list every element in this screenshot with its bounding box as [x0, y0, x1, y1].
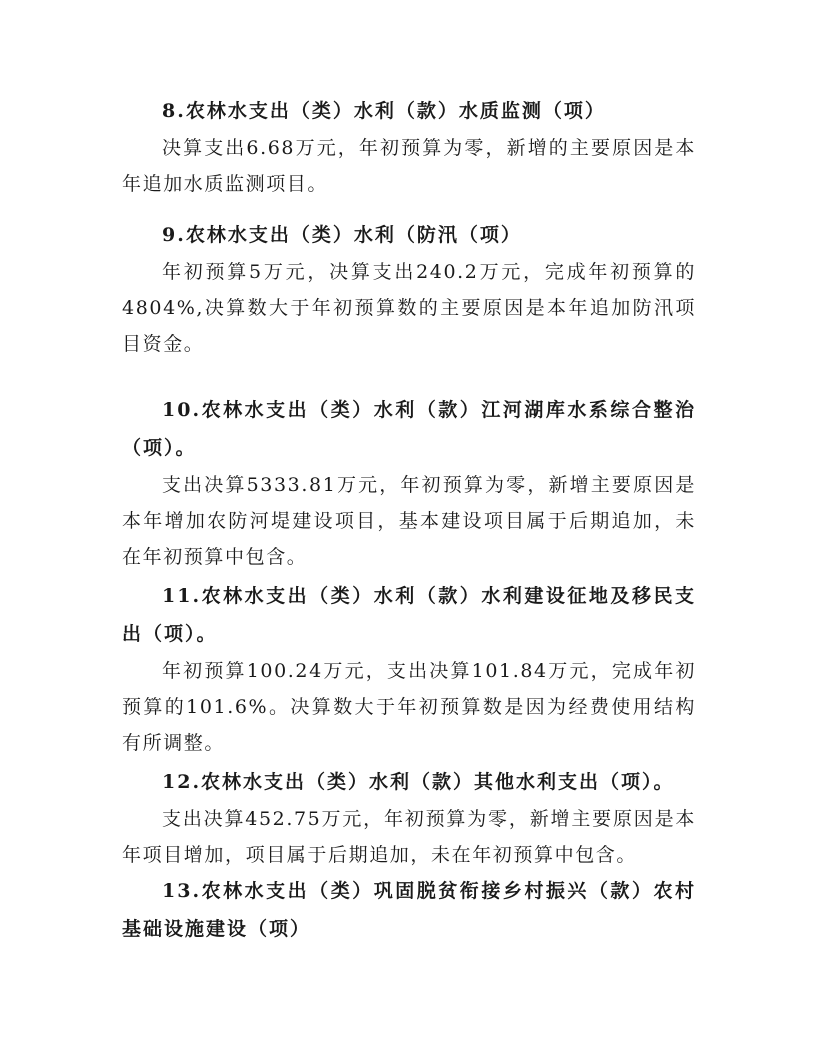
section-body: 支出决算452.75万元，年初预算为零，新增主要原因是本年项目增加，项目属于后期追加，未在年初预算中包含。 [122, 808, 696, 866]
section-11 [122, 577, 696, 761]
section-heading: 9.农林水支出（类）水利（防汛（项） [162, 224, 522, 246]
section-body: 决算支出6.68万元，年初预算为零，新增的主要原因是本年追加水质监测项目。 [122, 137, 696, 195]
section-heading: 13.农林水支出（类）巩固脱贫衔接乡村振兴（款）农村基础设施建设（项） [122, 880, 696, 940]
section-heading: 10.农林水支出（类）水利（款）江河湖库水系综合整治（项）。 [122, 399, 696, 459]
section-10 [122, 391, 696, 575]
section-heading: 8.农林水支出（类）水利（款）水质监测（项） [162, 100, 606, 122]
section-12 [122, 763, 696, 873]
section-body: 支出决算5333.81万元，年初预算为零，新增主要原因是本年增加农防河堤建设项目，基本建设项目属于后期追加，未在年初预算中包含。 [122, 474, 696, 568]
section-9 [122, 216, 696, 362]
section-8 [122, 92, 696, 202]
section-heading: 11.农林水支出（类）水利（款）水利建设征地及移民支出（项）。 [122, 585, 696, 645]
section-13 [122, 872, 696, 948]
section-body: 年初预算5万元，决算支出240.2万元，完成年初预算的4804%,决算数大于年初预算数的主要原因是本年追加防汛项目资金。 [122, 261, 696, 355]
section-heading: 12.农林水支出（类）水利（款）其他水利支出（项）。 [162, 771, 675, 793]
section-body: 年初预算100.24万元，支出决算101.84万元，完成年初预算的101.6%。决算数大于年初预算数是因为经费使用结构有所调整。 [122, 660, 696, 754]
